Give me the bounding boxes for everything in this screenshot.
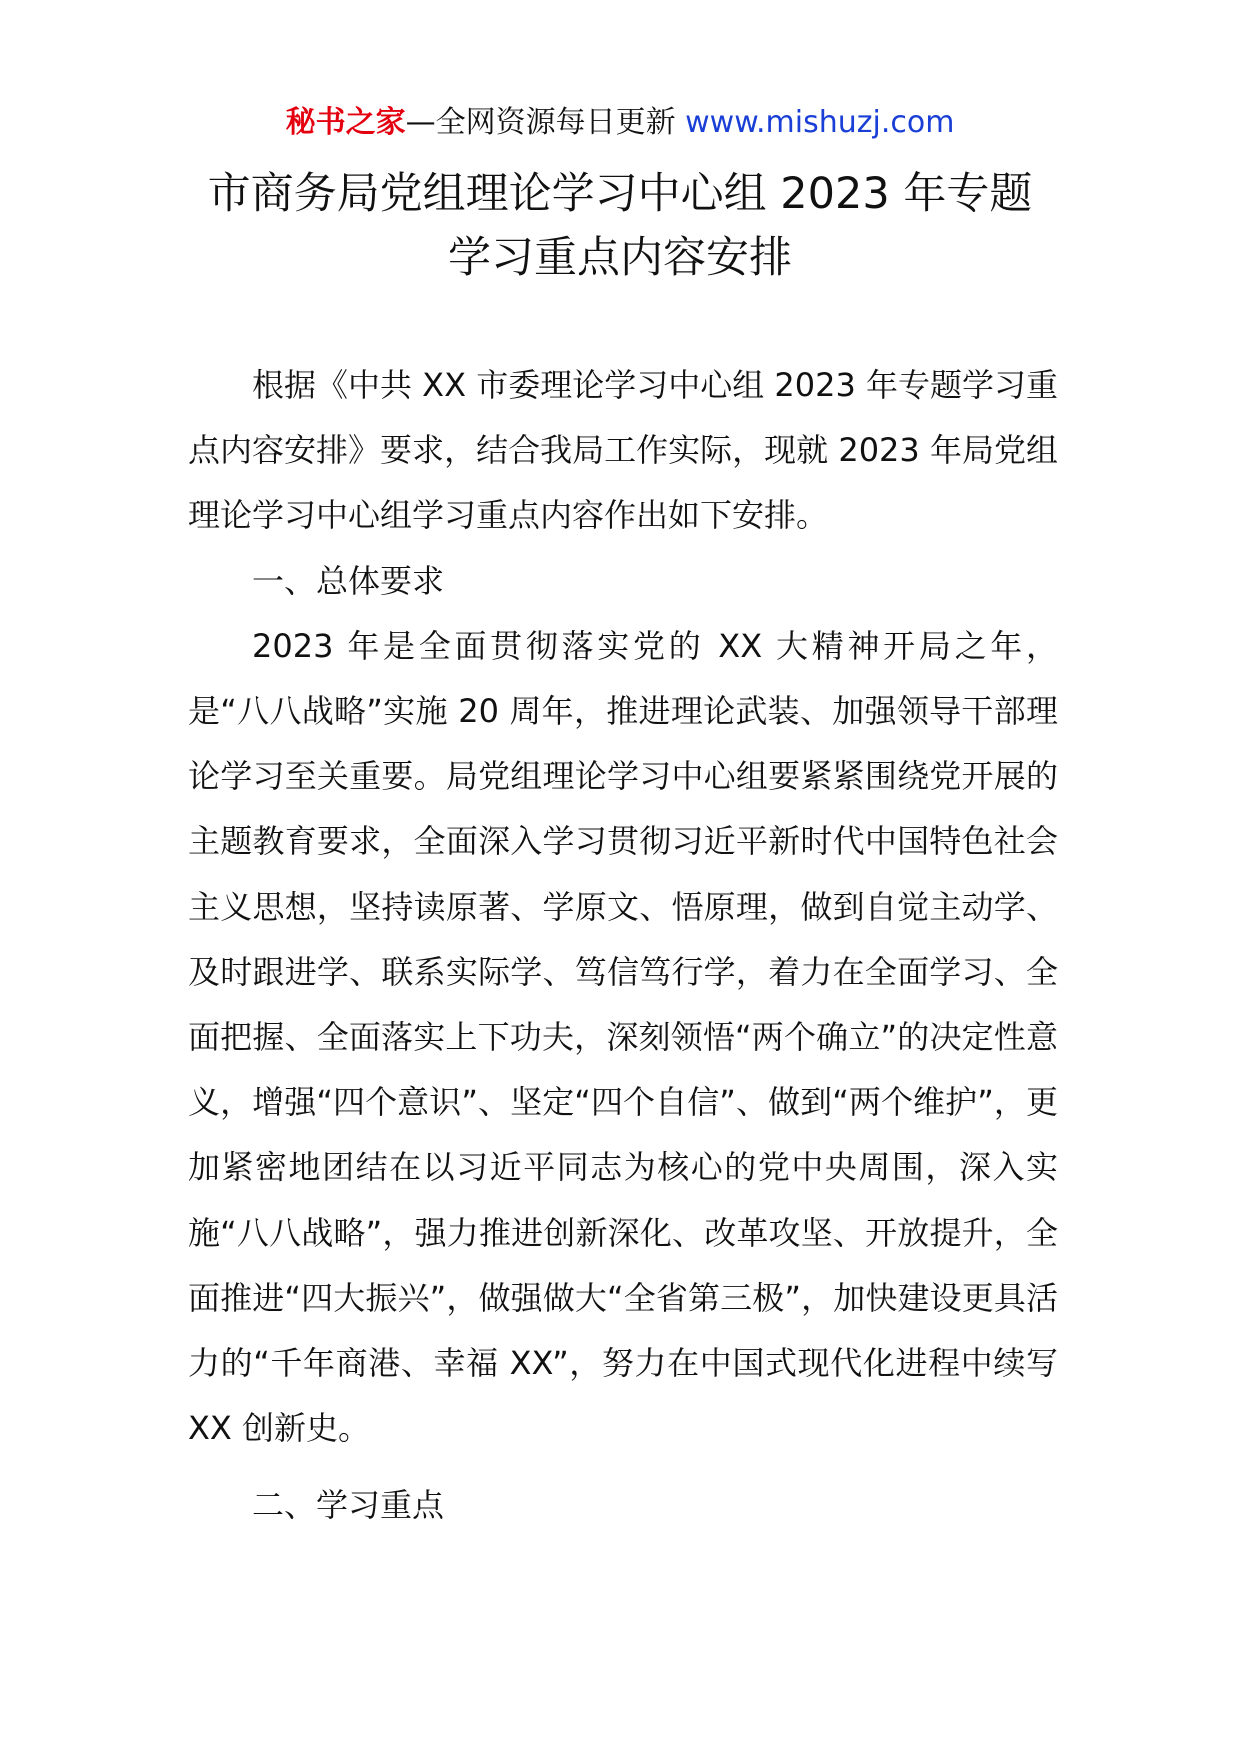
document-title	[120, 162, 1120, 290]
document-body	[188, 353, 1058, 1539]
site-banner	[0, 103, 1240, 143]
intro-paragraph: 根据《中共 XX 市委理论学习中心组 2023 年专题学习重点内容安排》要求，结合我局工作实际，现就 2023 年局党组理论学习中心组学习重点内容作出如下安排。	[188, 366, 1058, 535]
title-line-2: 学习重点内容安排	[448, 233, 792, 283]
section-2-heading: 二、学习重点	[252, 1486, 445, 1525]
brand-name: 秘书之家	[285, 105, 406, 140]
section-1-heading: 一、总体要求	[252, 561, 445, 600]
site-url-link[interactable]: www.mishuzj.com	[685, 105, 955, 140]
section-1-paragraph: 2023 年是全面贯彻落实党的 XX 大精神开局之年，是“八八战略”实施 20 周年，推进理论武装、加强领导干部理论学习至关重要。局党组理论学习中心组要紧紧围绕党开展的主题教育要求，全面深入学习贯彻习近平新时代中国特色社会主义思想，坚持读原著、学原文、悟原理，做到自觉主动学、及时跟进学、联系实际学、笃信笃行学，着力在全面学习、全面把握、全面落实上下功夫，深刻领悟“两个确立”的决定性意义，增强“四个意识”、坚定“四个自信”、做到“两个维护”，更加紧密地团结在以习近平同志为核心的党中央周围，深入实施“八八战略”，强力推进创新深化、改革攻坚、开放提升，全面推进“四大振兴”，做强做大“全省第三极”，加快建设更具活力的“千年商港、幸福 XX”，努力在中国式现代化进程中续写 XX 创新史。	[188, 626, 1058, 1448]
banner-tagline: —全网资源每日更新	[405, 105, 686, 140]
title-line-1: 市商务局党组理论学习中心组 2023 年专题	[207, 169, 1033, 219]
